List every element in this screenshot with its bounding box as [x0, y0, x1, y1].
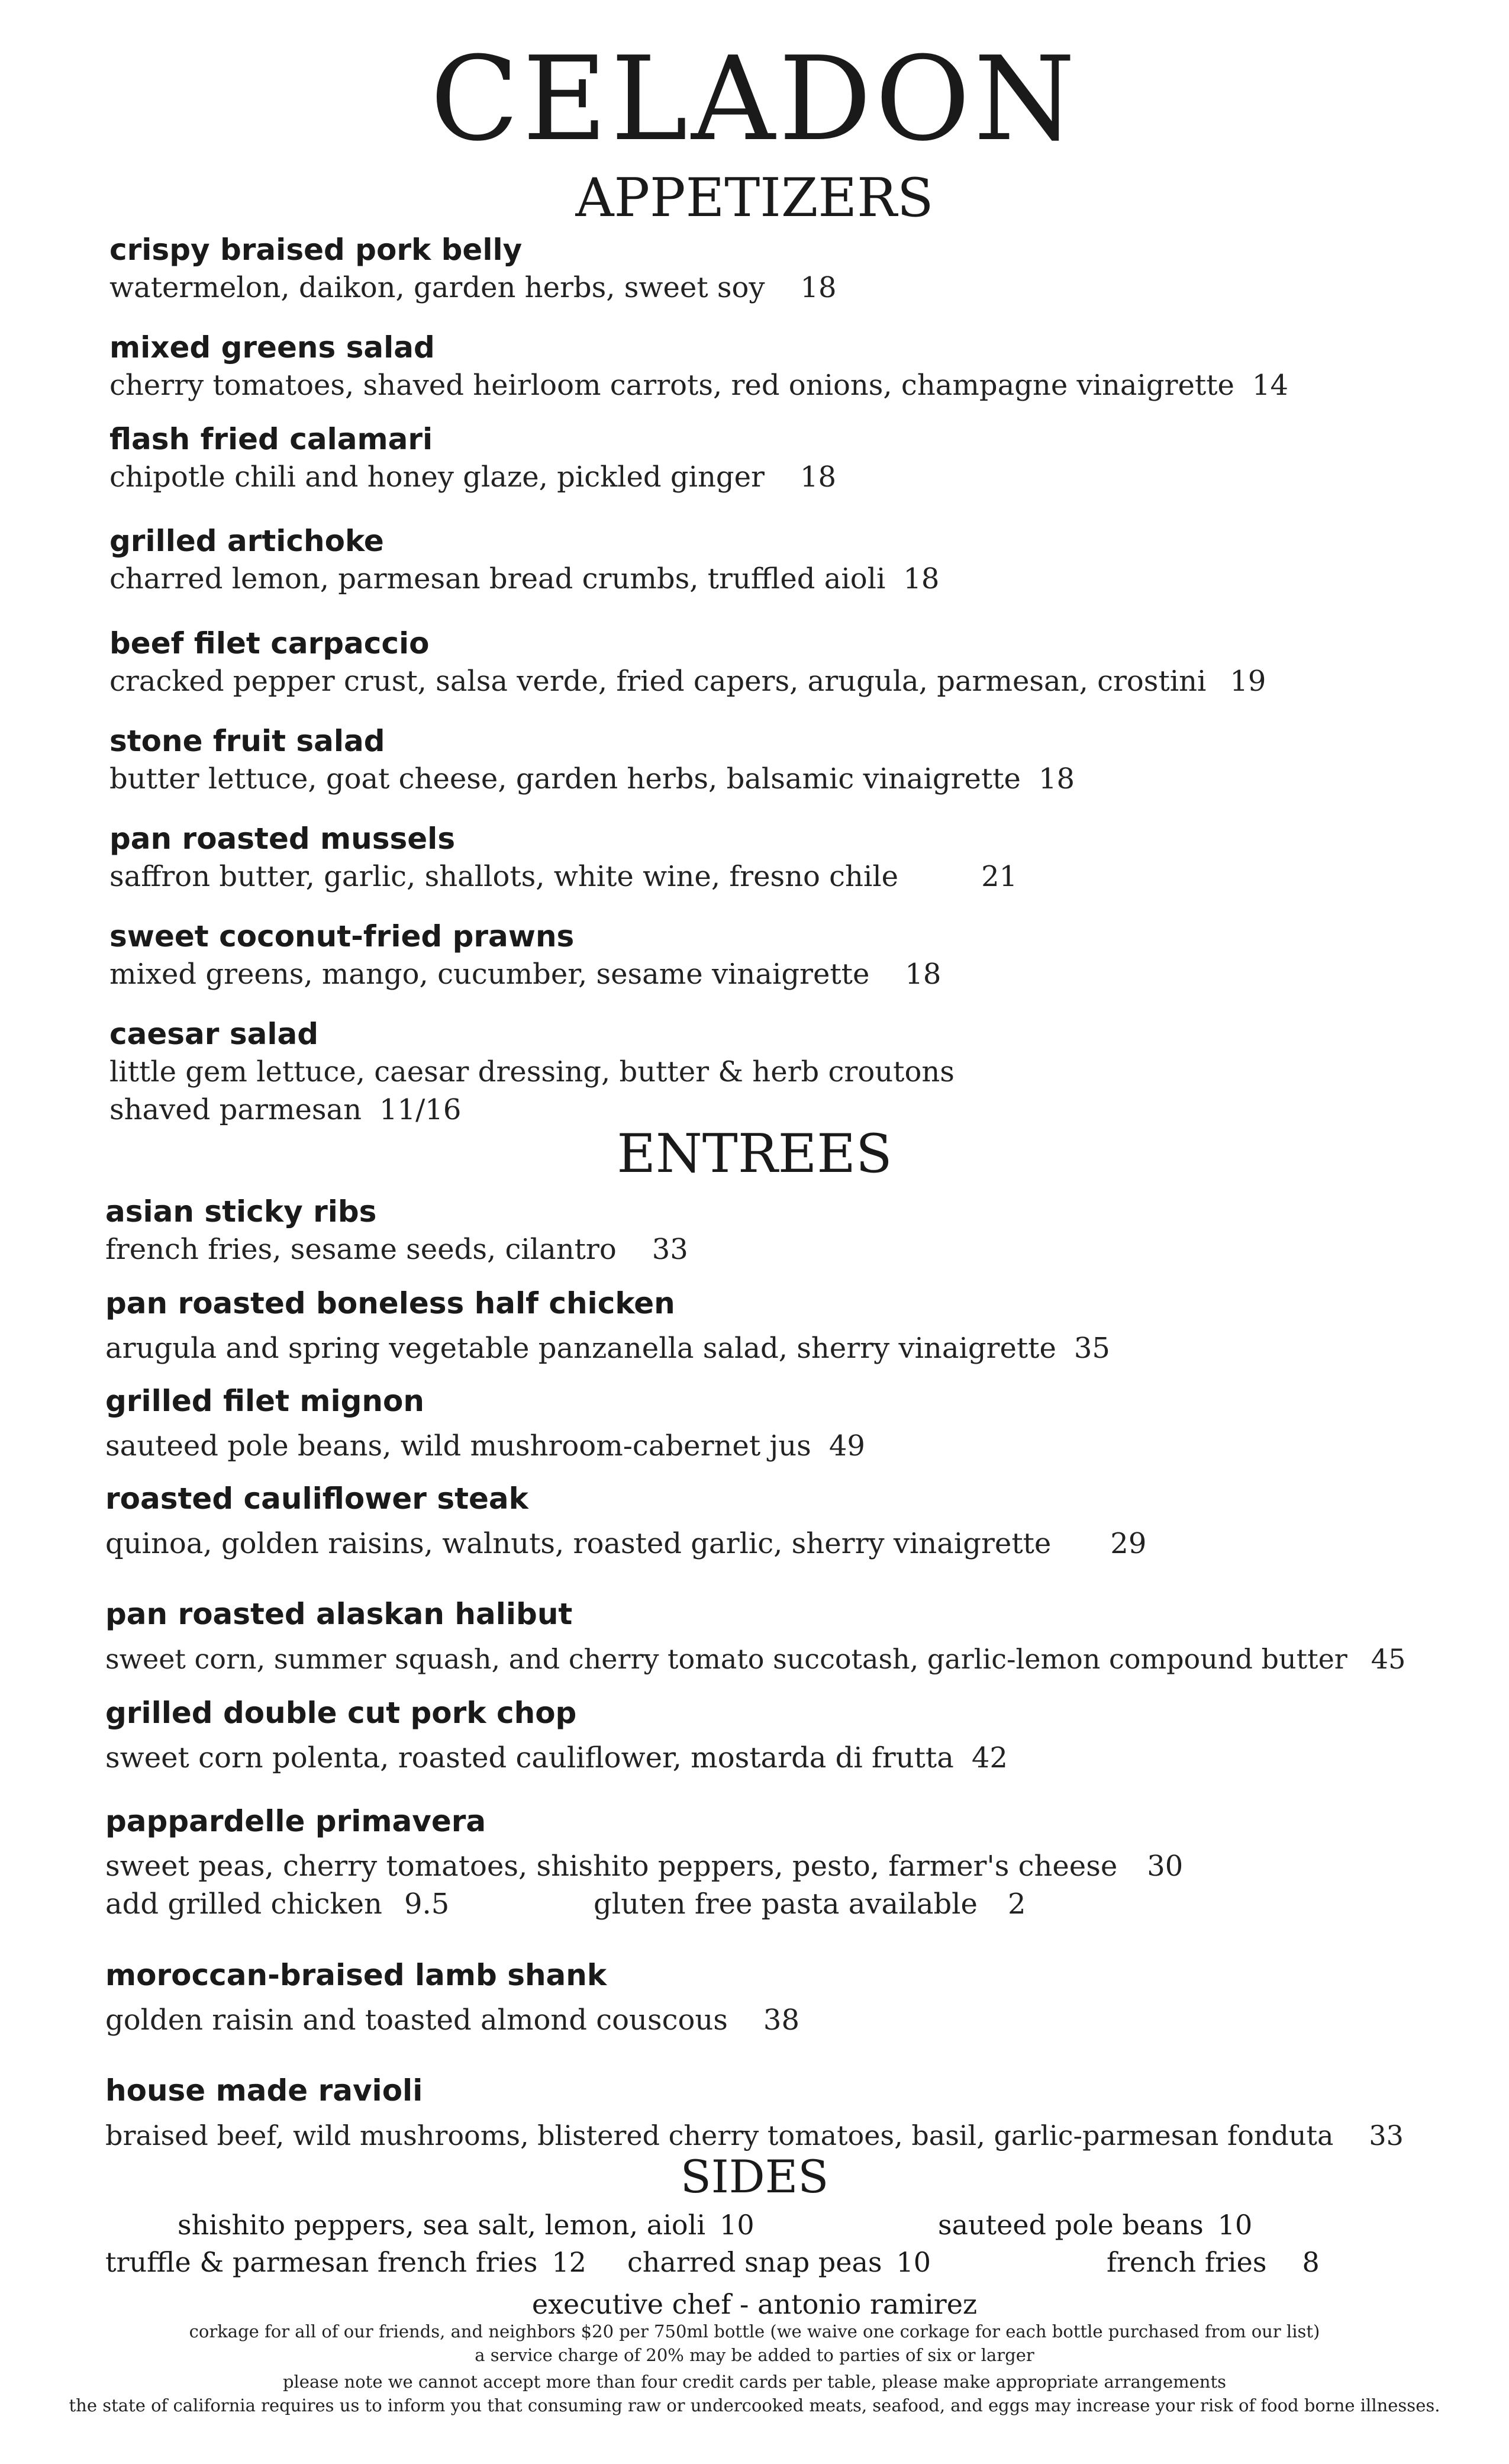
item-price: 38	[763, 2004, 799, 2037]
addon-price: 9.5	[404, 1888, 450, 1921]
restaurant-name: CELADON	[430, 32, 1079, 167]
gluten-free-label: gluten free pasta available	[594, 1888, 978, 1921]
health-warning: the state of california requires us to inform you that consuming raw or undercooked meats, seafood, and eggs may increase your risk of food borne illnesses.	[69, 2395, 1440, 2415]
item-price: 19	[1230, 665, 1266, 698]
credit-card-note: please note we cannot accept more than four credit cards per table, please make appropriate arrangements	[282, 2372, 1227, 2392]
item-description: cherry tomatoes, shaved heirloom carrots, red onions, champagne vinaigrette 14	[109, 366, 1509, 404]
item-description: little gem lettuce, caesar dressing, butter & herb croutons	[109, 1055, 955, 1088]
menu-item	[109, 820, 1509, 896]
menu-item	[109, 722, 1509, 798]
item-name: caesar salad	[109, 1017, 319, 1051]
item-price: 42	[971, 1741, 1008, 1774]
item-price: 45	[1371, 1643, 1406, 1675]
sides-heading: SIDES	[680, 2150, 829, 2203]
item-name: moroccan-braised lamb shank	[105, 1958, 607, 1992]
item-name: pappardelle primavera	[105, 1804, 486, 1838]
item-description: butter lettuce, goat cheese, garden herbs, balsamic vinaigrette 18	[109, 760, 1509, 798]
side-item: french fries 8	[1107, 2243, 1320, 2281]
item-description-line-2: shaved parmesan 11/16	[109, 1091, 1509, 1129]
side-price: 10	[1217, 2209, 1253, 2241]
item-addons	[105, 1885, 1509, 1923]
item-price: 29	[1110, 1527, 1147, 1560]
item-name: pan roasted boneless half chicken	[105, 1286, 675, 1320]
item-price: 33	[652, 1233, 688, 1266]
item-name: sweet coconut-fried prawns	[109, 919, 575, 954]
item-price: 33	[1369, 2120, 1404, 2151]
menu-item	[105, 1694, 1509, 1777]
side-price: 10	[720, 2209, 754, 2241]
menu-item	[109, 917, 1509, 993]
menu-item	[109, 624, 1509, 700]
side-price: 8	[1302, 2246, 1320, 2278]
item-price: 14	[1252, 369, 1288, 402]
item-description: sauteed pole beans, wild mushroom-cabernet jus 49	[105, 1427, 1509, 1465]
item-price: 11/16	[379, 1093, 462, 1126]
item-price: 18	[799, 460, 837, 494]
item-price: 35	[1073, 1332, 1110, 1365]
item-description: french fries, sesame seeds, cilantro 33	[105, 1231, 1509, 1268]
menu-item	[105, 1802, 1509, 1923]
menu-item	[109, 328, 1509, 404]
item-name: grilled artichoke	[109, 524, 384, 558]
item-name: grilled double cut pork chop	[105, 1696, 577, 1730]
appetizers-heading: APPETIZERS	[575, 167, 934, 229]
item-name: mixed greens salad	[109, 330, 435, 365]
side-item: charred snap peas 10	[627, 2243, 931, 2281]
item-description: saffron butter, garlic, shallots, white wine, fresno chile 21	[109, 858, 1509, 896]
item-description: cracked pepper crust, salsa verde, fried capers, arugula, parmesan, crostini 19	[109, 662, 1509, 700]
executive-chef: executive chef - antonio ramirez	[531, 2288, 978, 2320]
item-name: house made ravioli	[105, 2073, 423, 2108]
menu-item	[109, 522, 1509, 598]
item-price: 18	[800, 271, 837, 304]
item-description: arugula and spring vegetable panzanella salad, sherry vinaigrette 35	[105, 1329, 1509, 1367]
item-description: watermelon, daikon, garden herbs, sweet soy 18	[109, 269, 1509, 307]
item-price: 21	[981, 860, 1018, 893]
menu-item	[105, 1480, 1509, 1563]
item-price: 49	[828, 1429, 865, 1463]
item-name: crispy braised pork belly	[109, 233, 523, 267]
menu-item	[105, 1382, 1509, 1465]
item-price: 18	[905, 958, 941, 991]
sides-row-1	[0, 2206, 1509, 2244]
item-description: charred lemon, parmesan bread crumbs, truffled aioli 18	[109, 560, 1509, 598]
menu-item	[109, 420, 1509, 496]
item-description: sweet corn, summer squash, and cherry tomato succotash, garlic-lemon compound butter 45	[105, 1640, 1509, 1678]
item-price: 18	[903, 562, 940, 595]
menu-item	[105, 1193, 1509, 1268]
item-price: 30	[1147, 1850, 1184, 1883]
item-name: pan roasted alaskan halibut	[105, 1597, 573, 1631]
item-name: beef filet carpaccio	[109, 626, 430, 661]
menu-item	[105, 1595, 1509, 1678]
service-charge-note: a service charge of 20% may be added to parties of six or larger	[475, 2345, 1034, 2365]
item-name: grilled filet mignon	[105, 1384, 424, 1418]
side-item: shishito peppers, sea salt, lemon, aioli 10	[178, 2206, 754, 2244]
menu-item	[105, 2072, 1509, 2154]
sides-row-2	[0, 2243, 1509, 2281]
side-item: truffle & parmesan french fries 12	[105, 2243, 586, 2281]
item-description: braised beef, wild mushrooms, blistered cherry tomatoes, basil, garlic-parmesan fonduta 33	[105, 2117, 1509, 2154]
menu-item	[109, 1015, 1509, 1129]
item-description: sweet corn polenta, roasted cauliflower, mostarda di frutta 42	[105, 1739, 1509, 1777]
corkage-note: corkage for all of our friends, and neighbors $20 per 750ml bottle (we waive one corkage for each bottle purchased from our list)	[189, 2321, 1320, 2341]
entrees-heading: ENTREES	[617, 1123, 892, 1185]
item-price: 18	[1038, 762, 1075, 795]
item-name: asian sticky ribs	[105, 1194, 377, 1229]
gluten-free-price: 2	[1008, 1888, 1026, 1921]
side-item: sauteed pole beans 10	[938, 2206, 1252, 2244]
side-price: 10	[896, 2246, 931, 2278]
item-description: golden raisin and toasted almond couscous 38	[105, 2001, 1509, 2039]
item-name: pan roasted mussels	[109, 822, 456, 856]
menu-item	[105, 1284, 1509, 1367]
item-description: mixed greens, mango, cucumber, sesame vinaigrette 18	[109, 955, 1509, 993]
addon-label: add grilled chicken	[105, 1888, 382, 1921]
side-price: 12	[552, 2246, 586, 2278]
item-name: roasted cauliflower steak	[105, 1481, 528, 1516]
item-description: sweet peas, cherry tomatoes, shishito peppers, pesto, farmer's cheese 30	[105, 1847, 1509, 1885]
item-description: chipotle chili and honey glaze, pickled ginger 18	[109, 458, 1509, 496]
item-name: stone fruit salad	[109, 724, 385, 758]
menu-item	[109, 231, 1509, 307]
item-description: quinoa, golden raisins, walnuts, roasted garlic, sherry vinaigrette 29	[105, 1525, 1509, 1563]
menu-item	[105, 1956, 1509, 2039]
item-name: flash fried calamari	[109, 422, 433, 456]
